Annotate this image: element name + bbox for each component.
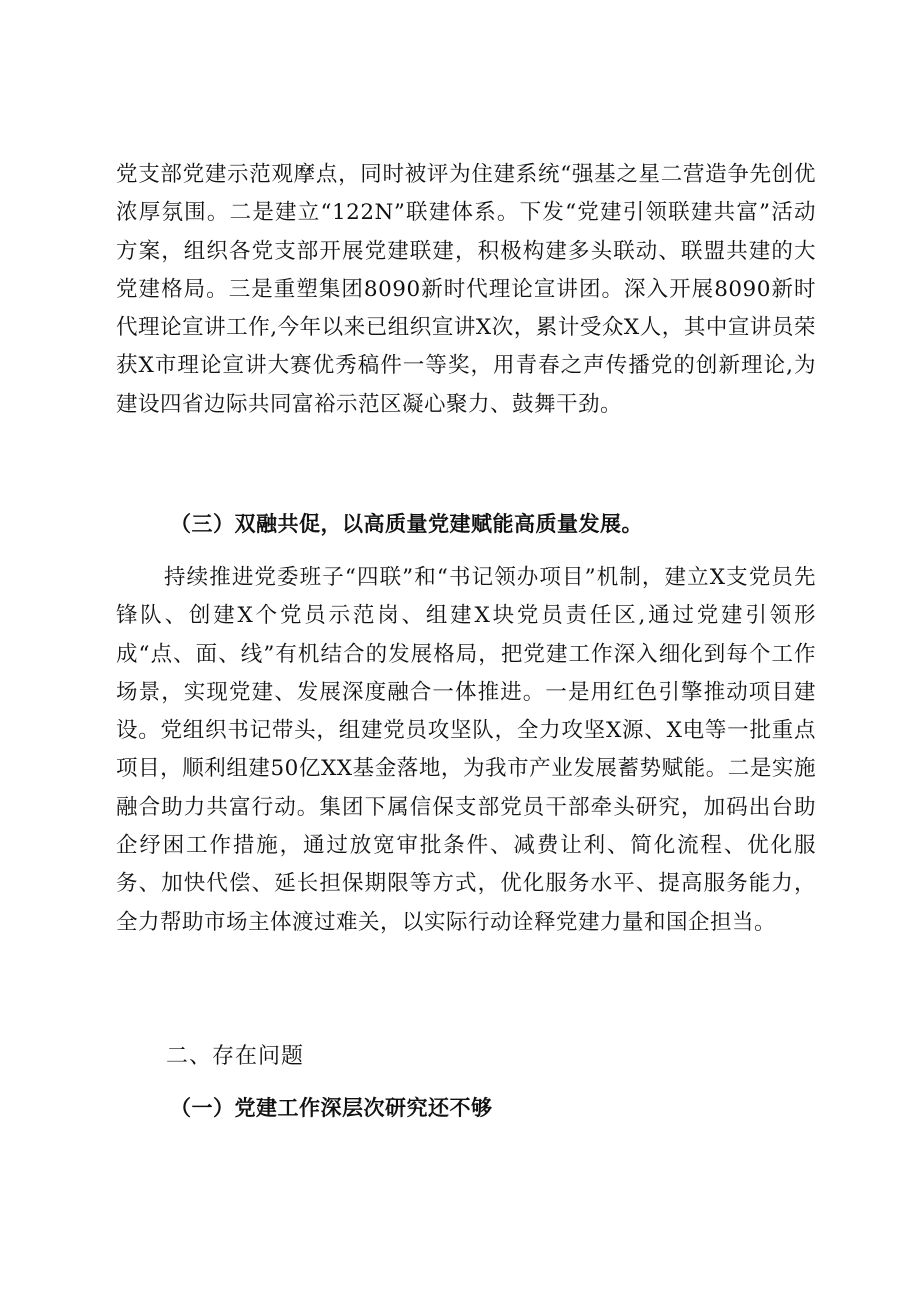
paragraph-party-building-system: 党支部党建示范观摩点，同时被评为住建系统“强基之星二营造争先创优浓厚氛围。二是建立“122N”联建体系。下发“党建引领联建共富”活动方案，组织各党支部开展党建联建，积极构建多头联动、联盟共建的大党建格局。三是重塑集团8090新时代理论宣讲团。深入开展8090新时代理论宣讲工作,今年以来已组织宣讲X次，累计受众X人，其中宣讲员荣获X市理论宣讲大赛优秀稿件一等奖，用青春之声传播党的创新理论,为建设四省边际共同富裕示范区凝心聚力、鼓舞干劲。 bbox=[116, 162, 816, 417]
subheading-dual-integration: （三）双融共促，以高质量党建赋能高质量发展。 bbox=[170, 512, 643, 536]
paragraph-dual-integration-body: 持续推进党委班子“四联”和“书记领办项目”机制，建立X支党员先锋队、创建X个党员示范岗、组建X块党员责任区,通过党建引领形成“点、面、线”有机结合的发展格局，把党建工作深入细化到每个工作场景，实现党建、发展深度融合一体推进。一是用红色引擎推动项目建设。党组织书记带头，组建党员攻坚队，全力攻坚X源、X电等一批重点项目，顺利组建50亿XX基金落地，为我市产业发展蓄势赋能。二是实施融合助力共富行动。集团下属信保支部党员干部牵头研究，加码出台助企纾困工作措施，通过放宽审批条件、减费让利、简化流程、优化服务、加快代偿、延长担保期限等方式，优化服务水平、提高服务能力，全力帮助市场主体渡过难关，以实际行动诠释党建力量和国企担当。 bbox=[116, 565, 816, 935]
subheading-insufficient-research: （一）党建工作深层次研究还不够 bbox=[170, 1096, 493, 1120]
section-heading-existing-problems: 二、存在问题 bbox=[166, 1044, 305, 1069]
